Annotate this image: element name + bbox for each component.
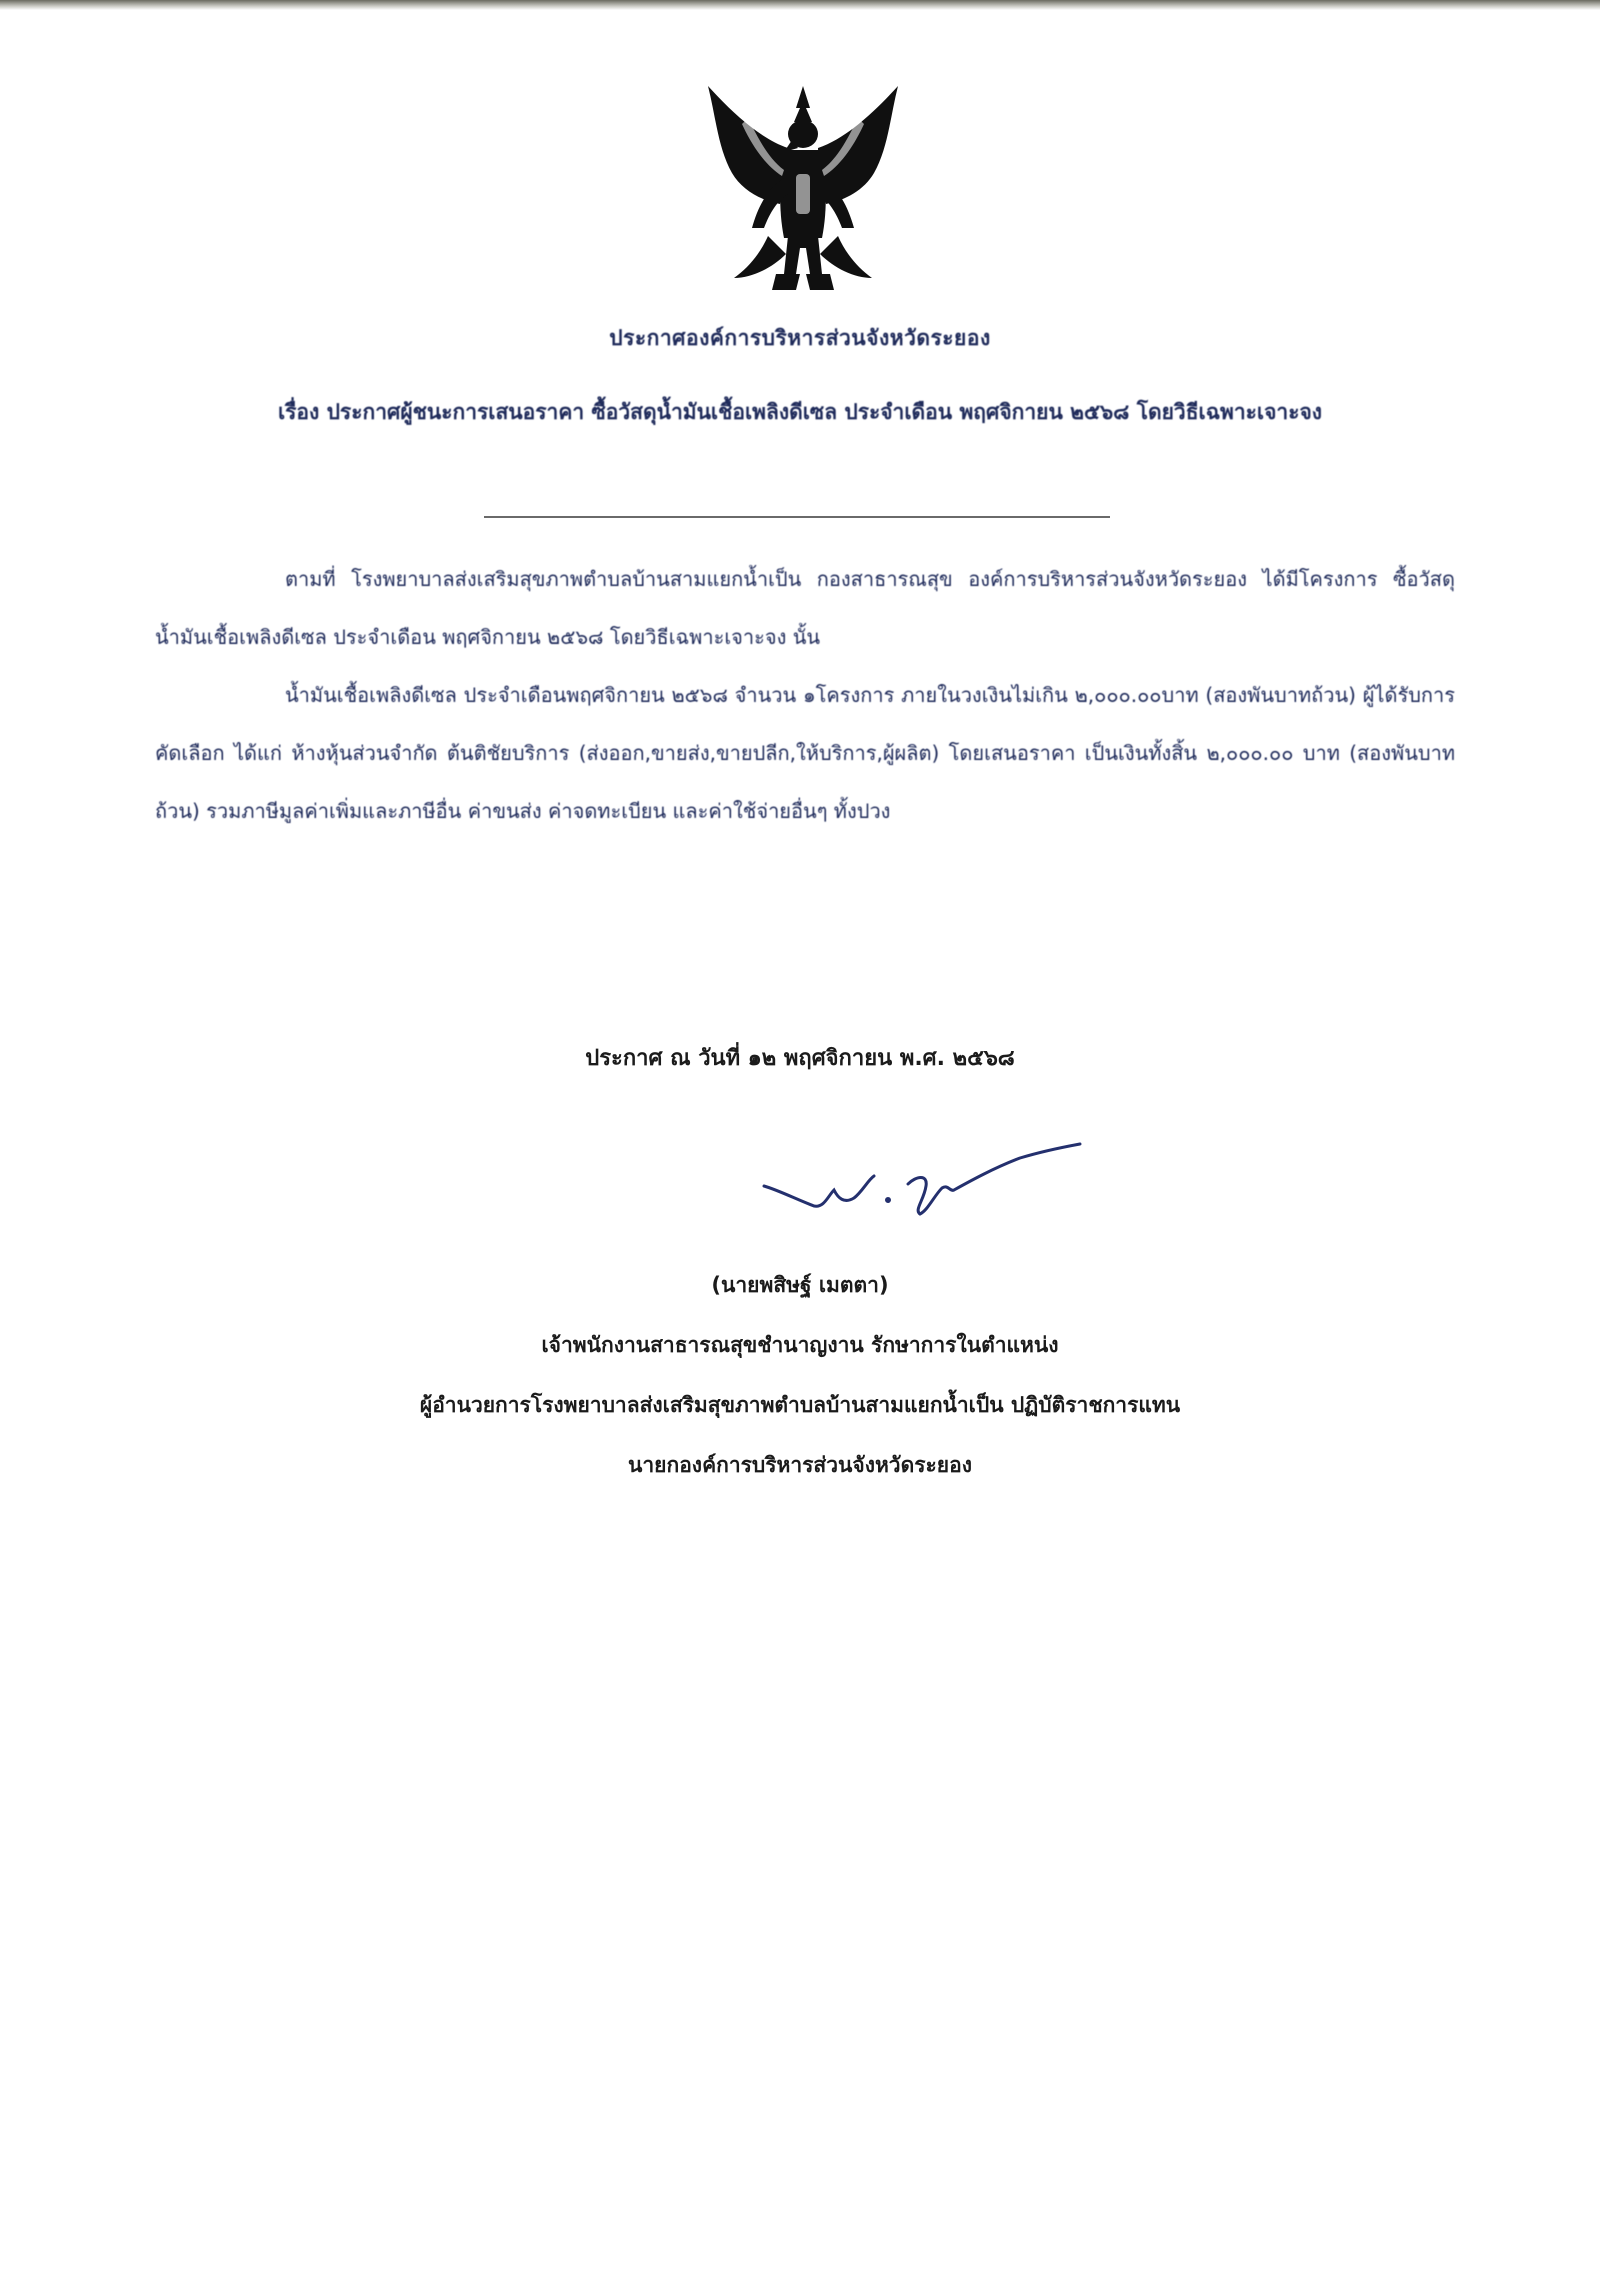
- paragraph-award: น้ำมันเชื้อเพลิงดีเซล ประจำเดือนพฤศจิกายน ๒๕๖๘ จำนวน ๑โครงการ ภายในวงเงินไม่เกิน ๒,๐๐๐.๐๐บาท (สองพันบาทถ้วน) ผู้ได้รับการคัดเลือก ได้แก่ ห้างหุ้นส่วนจำกัด ต้นติชัยบริการ (ส่งออก,ขายส่ง,ขายปลีก,ให้บริการ,ผู้ผลิต) โดยเสนอราคา เป็นเงินทั้งสิ้น ๒,๐๐๐.๐๐ บาท (สองพันบาทถ้วน) รวมภาษีมูลค่าเพิ่มและภาษีอื่น ค่าขนส่ง ค่าจดทะเบียน และค่าใช้จ่ายอื่นๆ ทั้งปวง: [155, 683, 1455, 823]
- body-text: [155, 550, 1455, 840]
- signer-block: [0, 1255, 1600, 1495]
- subject-line: เรื่อง ประกาศผู้ชนะการเสนอราคา ซื้อวัสดุน้ำมันเชื้อเพลิงดีเซล ประจำเดือน พฤศจิกายน ๒๕๖๘ โดยวิธีเฉพาะเจาะจง: [277, 400, 1323, 424]
- garuda-emblem: [688, 78, 918, 308]
- handwritten-signature: [758, 1140, 1098, 1230]
- signer-position-line-2: ผู้อำนวยการโรงพยาบาลส่งเสริมสุขภาพตำบลบ้านสามแยกน้ำเป็น ปฏิบัติราชการแทน: [419, 1393, 1181, 1417]
- signer-position-line-3: นายกองค์การบริหารส่วนจังหวัดระยอง: [628, 1453, 972, 1477]
- signer-name: (นายพสิษฐ์ เมตตา): [711, 1273, 889, 1297]
- scan-edge-shadow: [0, 0, 1600, 10]
- paragraph-intro: ตามที่ โรงพยาบาลส่งเสริมสุขภาพตำบลบ้านสามแยกน้ำเป็น กองสาธารณสุข องค์การบริหารส่วนจังหวัดระยอง ได้มีโครงการ ซื้อวัสดุน้ำมันเชื้อเพลิงดีเซล ประจำเดือน พฤศจิกายน ๒๕๖๘ โดยวิธีเฉพาะเจาะจง นั้น: [155, 567, 1455, 649]
- org-title: ประกาศองค์การบริหารส่วนจังหวัดระยอง: [609, 326, 991, 350]
- header-block: [150, 322, 1450, 439]
- signer-position-line-1: เจ้าพนักงานสาธารณสุขชำนาญงาน รักษาการในตำแหน่ง: [541, 1333, 1059, 1357]
- header-divider: [484, 516, 1110, 518]
- announce-date: ประกาศ ณ วันที่ ๑๒ พฤศจิกายน พ.ศ. ๒๕๖๘: [585, 1046, 1015, 1071]
